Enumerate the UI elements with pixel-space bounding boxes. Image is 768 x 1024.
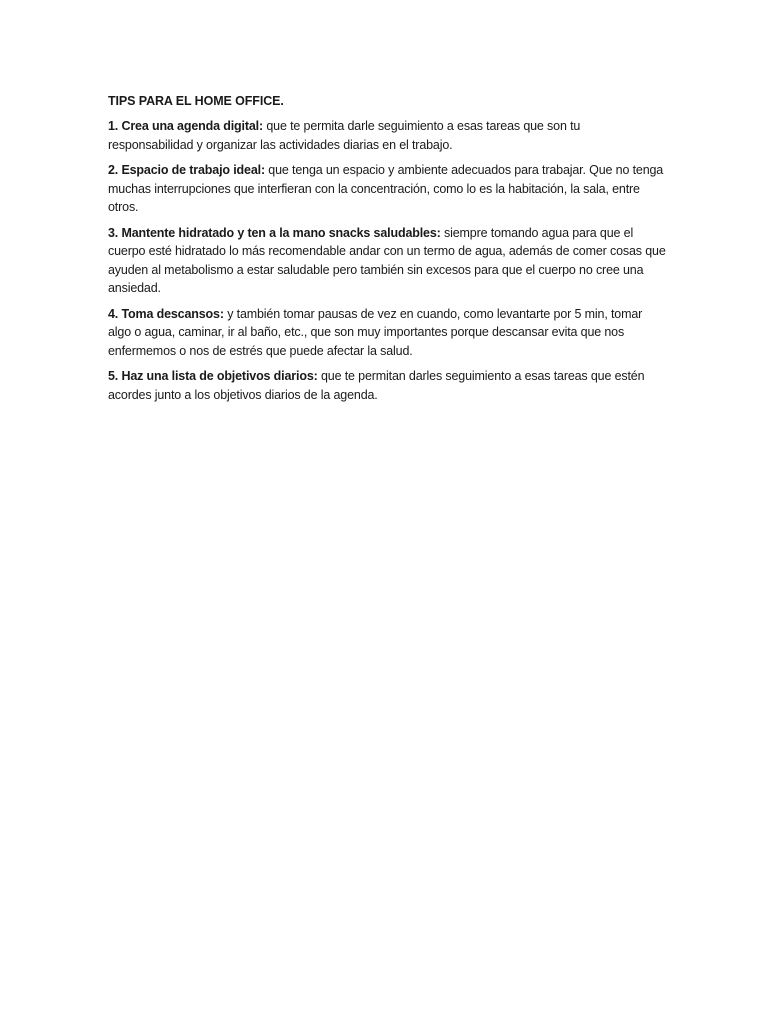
tip-4: [108, 305, 668, 361]
tip-1: [108, 117, 668, 154]
tip-3: [108, 224, 668, 298]
tip-5-body: que te permitan darles seguimiento a esas tareas que estén acordes junto a los objetivos diarios de la agenda.: [108, 369, 645, 402]
tip-4-heading: 4. Toma descansos:: [108, 306, 224, 321]
tip-1-heading: 1. Crea una agenda digital:: [108, 119, 264, 133]
tip-2-heading: 2. Espacio de trabajo ideal:: [108, 163, 265, 177]
document-title: TIPS PARA EL HOME OFFICE.: [108, 94, 284, 108]
tip-2-body: que tenga un espacio y ambiente adecuados para trabajar. Que no tenga muchas interrupciones que interfieran con la concentración, como lo es la habitación, la sala, entre otros.: [108, 163, 664, 214]
tip-2: [108, 161, 668, 217]
tip-3-body: siempre tomando agua para que el cuerpo esté hidratado lo más recomendable andar con un termo de agua, además de comer cosas que ayuden al metabolismo a estar saludable pero también sin excesos para que el cuerpo no cree una ansiedad.: [108, 225, 666, 295]
tip-4-body: y también tomar pausas de vez en cuando, como levantarte por 5 min, tomar algo o agua, caminar, ir al baño, etc., que son muy importantes porque descansar evita que nos enfermemos o nos de estrés que puede afectar la salud.: [108, 306, 643, 358]
tip-5-heading: 5. Haz una lista de objetivos diarios:: [108, 369, 318, 383]
tip-3-heading: 3. Mantente hidratado y ten a la mano snacks saludables:: [108, 225, 441, 240]
tip-1-body: que te permita darle seguimiento a esas tareas que son tu responsabilidad y organizar las actividades diarias en el trabajo.: [108, 119, 581, 152]
tip-5: [108, 367, 668, 404]
